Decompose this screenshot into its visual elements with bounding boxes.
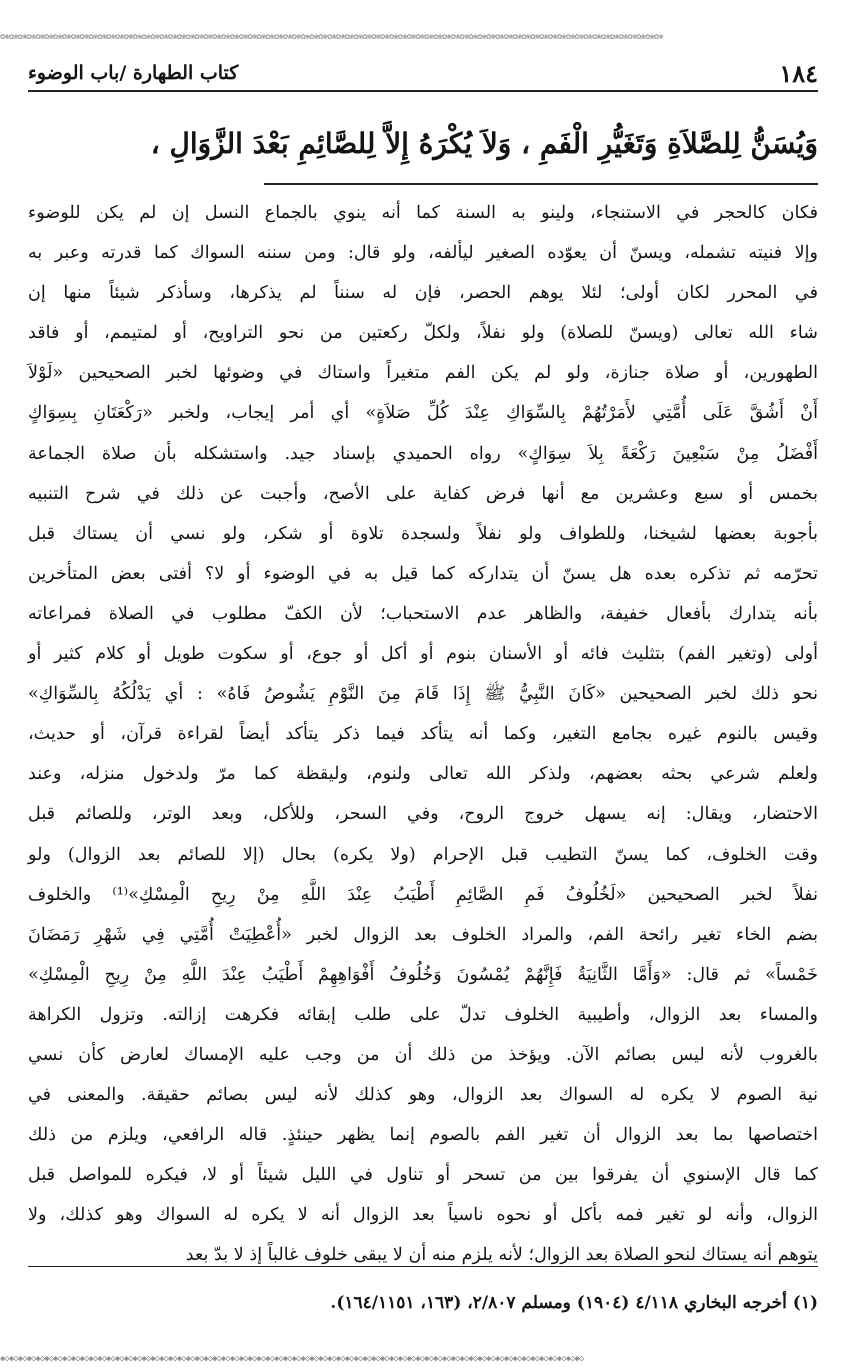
matn-divider	[264, 183, 818, 185]
commentary-line: والمساء بعد الزوال، وأطيبية الخلوف تدلّ على طلب إبقائه فكرهت إزالته. وتزول الكراهة	[28, 1004, 818, 1025]
commentary-line: بضم الخاء تغير رائحة الفم، والمراد الخلوف بعد الزوال لخبر «أُعْطِيَتْ أُمَّتِي فِي شَهْرِ رَمَضَانَ	[28, 924, 818, 945]
commentary-line: وقت الخلوف، كما يسنّ التطيب قبل الإحرام (ولا يكره) بحال (إلا للصائم بعد الزوال) ولو	[28, 844, 818, 865]
running-title: كتاب الطهارة /باب الوضوء	[28, 62, 239, 84]
commentary-line: في المحرر لكان أولى؛ لئلا يوهم الحصر، فإن له سنناً لم يذكرها، وسأذكر شيئاً منها إن	[28, 283, 818, 304]
commentary-line: وقيس بالنوم غيره بجامع التغير، وكما أنه يتأكد فيما ذكر يتأكد أيضاً لقراءة قرآن، أو حديث،	[28, 724, 818, 745]
commentary-line: أَنْ أَشُقَّ عَلَى أُمَّتِي لأَمَرْتُهُمْ بِالسِّوَاكِ عِنْدَ كُلِّ صَلاَةٍ» أي أمر إيجاب، ولخبر «رَكْعَتَانِ بِسِوَاكٍ	[28, 403, 818, 424]
commentary-line: الاحتضار، ويقال: إنه يسهل خروج الروح، وفي السحر، وللأكل، وبعد الوتر، وللصائم قبل	[28, 804, 818, 825]
commentary-line: الزوال، وأنه لو تغير فمه بأكل أو نحوه ناسياً بعد الزوال أنه لا يكره له السواك وهو كذلك، ولا	[28, 1205, 818, 1226]
matn-text: وَيُسَنُّ لِلصَّلاَةِ وَتَغَيُّرِ الْفَمِ ، وَلاَ يُكْرَهُ إِلاَّ لِلصَّائِمِ بَعْدَ الزَّوَالِ ،	[150, 127, 818, 160]
commentary-line: فكان كالحجر في الاستنجاء، ولينو به السنة كما أنه ينوي بالجماع النسل إن لم يكن للوضوء	[28, 203, 818, 223]
commentary-line: يتوهم أنه يستاك لنحو الصلاة بعد الزوال؛ لأنه يلزم منه أن لا يبقى خلوف غالباً إذ لا بدّ بعد	[185, 1245, 818, 1266]
commentary-line: كما قال الإسنوي أن يفرقوا بين من تسحر أو تناول في الليل شيئاً أو لا، فيكره للمواصل قبل	[28, 1165, 818, 1186]
commentary-line: أولى (وتغير الفم) بتثليث فائه أو الأسنان بنوم أو أكل أو جوع، أو سكوت طويل أو كلام كثير أو	[28, 644, 818, 665]
commentary-body	[28, 193, 818, 1266]
commentary-line: ولعلم شرعي بحثه بعضهم، ولذكر الله تعالى ولنوم، وليقظة كما مرّ ولدخول منزله، وعند	[28, 764, 818, 785]
commentary-line: بأنه يتدارك بأفعال خفيفة، والظاهر عدم الاستحباب؛ لأن الكفّ مطلوب في الصلاة فمراعاته	[28, 603, 818, 624]
footnote-divider	[28, 1266, 818, 1267]
commentary-line: بخمس أو سبع وعشرين مع أنها فرض كفاية على الأصح، وأجبت عن ذلك في شرح التنبيه	[28, 483, 818, 504]
top-ornament-border: ✿❀✿❀✿❀✿❀✿❀✿❀✿❀✿❀✿❀✿❀✿❀✿❀✿❀✿❀✿❀✿❀✿❀✿❀✿❀✿❀✿❀✿❀✿❀✿❀✿❀✿❀✿❀✿❀✿❀✿❀✿❀✿❀✿❀✿❀✿❀✿❀✿❀✿❀✿❀✿❀✿❀✿❀✿❀✿❀✿❀✿❀✿❀✿❀✿❀✿❀✿❀✿❀✿❀✿❀✿❀✿❀✿❀✿❀✿❀✿❀✿❀✿❀✿❀✿❀✿❀✿❀✿❀✿❀✿❀✿❀✿❀✿❀✿❀✿❀✿❀	[0, 32, 663, 42]
page-header	[28, 56, 818, 92]
commentary-line: بالغروب لأنه ليس بصائم الآن. ويؤخذ من ذلك أن من وجب عليه الإمساك لعارض كأن نسي	[28, 1044, 818, 1065]
bottom-ornament-border: ◈◇◈◇◈◇◈◇◈◇◈◇◈◇◈◇◈◇◈◇◈◇◈◇◈◇◈◇◈◇◈◇◈◇◈◇◈◇◈◇◈◇◈◇◈◇◈◇◈◇◈◇◈◇◈◇◈◇◈◇◈◇◈◇◈◇◈◇◈◇◈◇◈◇◈◇◈◇◈◇◈◇◈◇◈◇◈◇◈◇◈◇◈◇◈◇◈◇◈◇◈◇◈◇◈◇◈◇◈◇◈◇◈◇◈◇◈◇◈◇◈◇◈◇◈◇◈◇◈◇◈◇	[0, 1354, 584, 1364]
commentary-line: نية الصوم لا يكره له السواك بعد الزوال، وهو كذلك لأنه ليس بصائم حقيقة. والمعنى في	[28, 1085, 818, 1106]
commentary-line: الطهورين، أو صلاة جنازة، ولو لم يكن الفم متغيراً واستاك في وضوئها لخبر الصحيحين «لَوْلاَ	[28, 363, 818, 384]
commentary-line: خَمْساً» ثم قال: «وَأَمَّا الثَّانِيَةُ فَإِنَّهُمْ يُمْسُونَ وَخُلُوفُ أَفْوَاهِهِمْ أَطْيَبُ عِنْدَ اللَّهِ مِنْ رِيحِ الْمِسْكِ»	[28, 964, 818, 985]
commentary-line: نفلاً لخبر الصحيحين «لَخُلُوفُ فَمِ الصَّائِمِ أَطْيَبُ عِنْدَ اللَّهِ مِنْ رِيحِ الْمِسْكِ»⁽¹⁾ والخلوف	[28, 884, 818, 905]
commentary-line: بأجوبة بعضها لشيخنا، وللطواف ولو نفلاً ولسجدة تلاوة أو شكر، ولو نسي أن يستاك قبل	[28, 523, 818, 544]
footnote: (١) أخرجه البخاري ٤/١١٨ (١٩٠٤) ومسلم ٢/٨٠٧، (١٦٣، ١٦٤/١١٥١).	[330, 1293, 818, 1313]
commentary-line: اختصاصها بما بعد الزوال أن تغير الفم بالصوم إنما يظهر حينئذٍ. قاله الرافعي، ويلزم من ذلك	[28, 1125, 818, 1146]
page-number: ١٨٤	[779, 58, 818, 88]
commentary-line: شاء الله تعالى (ويسنّ للصلاة) ولو نفلاً، ولكلّ ركعتين من نحو التراويح، أو لمتيمم، أو فاقد	[28, 323, 818, 344]
commentary-line: تحرّمه ثم تذكره بعده هل يسنّ أن يتداركه كما قيل به في الوضوء أو لا؟ أفتى بعض المتأخرين	[28, 563, 818, 584]
commentary-line: أَفْضَلُ مِنْ سَبْعِينَ رَكْعَةً بِلاَ سِوَاكٍ» رواه الحميدي بإسناد جيد. واستشكله بأن صلاة الجماعة	[28, 443, 818, 464]
commentary-line: نحو ذلك لخبر الصحيحين «كَانَ النَّبِيُّ ﷺ إِذَا قَامَ مِنَ النَّوْمِ يَشُوصُ فَاهُ» : أي يَدْلُكُهُ بِالسِّوَاكِ»	[28, 684, 818, 705]
commentary-line: وإلا فنيته تشمله، ويسنّ أن يعوّده الصغير ليألفه، ولو قال: ومن سننه السواك كما قدرته وعبر به	[28, 243, 818, 264]
